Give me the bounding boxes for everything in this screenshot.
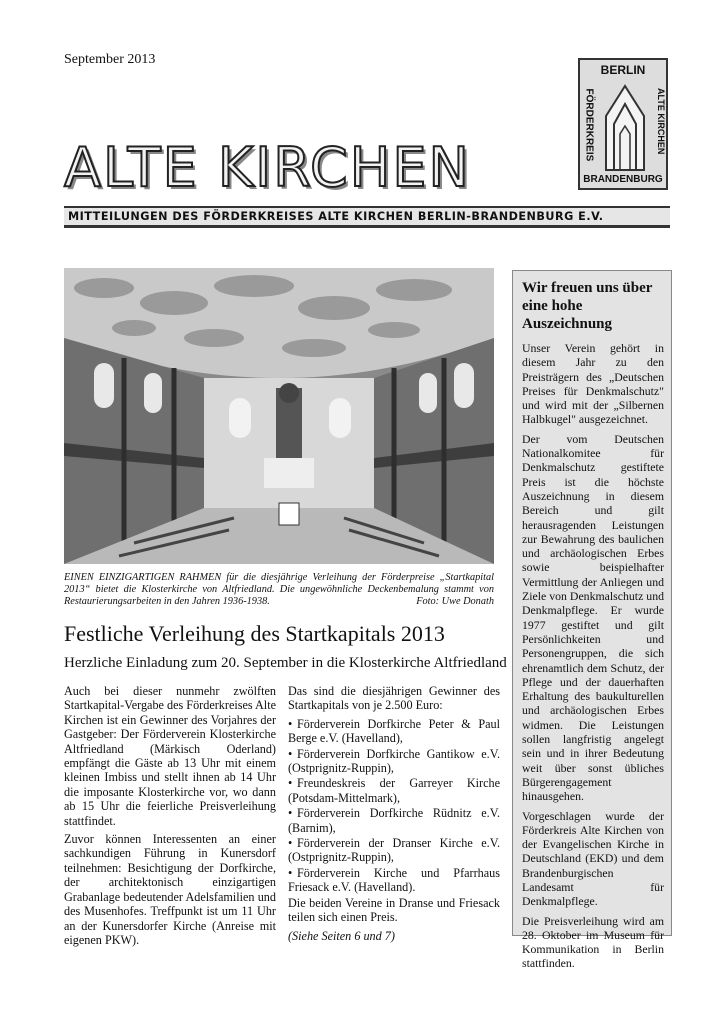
article-column-1 [64,684,276,951]
photo-caption [64,572,494,608]
masthead-title: ALTE KIRCHEN [64,136,471,199]
article-subheadline: Herzliche Einladung zum 20. September in die Klosterkirche Altfriedland [64,655,507,671]
article-headline: Festliche Verleihung des Startkapitals 2013 [64,621,445,646]
photo-credit: Foto: Uwe Donath [416,596,494,607]
bullet-icon: • [288,836,293,851]
bullet-icon: • [288,776,293,791]
church-icon [602,80,648,172]
winners-intro: Das sind die diesjährigen Gewinner des Startkapitals von je 2.500 Euro: [288,684,500,713]
logo-left-text: FÖRDERKREIS [583,88,595,162]
winners-outro: Die beiden Vereine in Dranse und Friesack teilen sich einen Preis. [288,895,500,925]
winners-list [288,717,500,895]
bullet-icon: • [288,806,293,821]
church-interior-photo [64,268,494,564]
award-sidebar [512,270,672,971]
sidebar-paragraph: Unser Verein gehört in diesem Jahr zu den Preisträgern des „Deutschen Preises für Denkmalschutz" und wird mit der „Silbernen Halbkugel" ausgezeichnet. [522,341,664,427]
sidebar-title: Wir freuen uns über eine hohe Auszeichnung [522,280,653,332]
article-column-2 [288,684,500,947]
list-item: • Förderverein Dorfkirche Gantikow e.V. (Ostprignitz-Ruppin), [288,746,500,776]
bullet-icon: • [288,716,293,731]
masthead-subtitle: MITTEILUNGEN DES FÖRDERKREISES ALTE KIRCHEN BERLIN-BRANDENBURG E.V. [64,206,670,228]
logo-right-text: ALTE KIRCHEN [656,88,666,155]
bullet-icon: • [288,746,293,761]
society-logo [578,58,668,190]
sidebar-paragraph: Die Preisverleihung wird am 28. Oktober im Museum für Kommunikation in Berlin stattfinden. [522,913,664,971]
sidebar-paragraph: Der vom Deutschen Nationalkomitee für Denkmalschutz gestiftete Preis ist die höchste Auszeichnung in diesem Bereich und gilt herausragenden Leistungen zur Bewahrung des baulichen und archäologischen Erbes sowie beispielhafter Vermittlung der Anliegen und Ziele von Denkmalschutz und Denkmalpflege. Er wurde 1977 gestiftet und gilt Persönlichkeiten und Personengruppen, die sich ehrenamtlich dem Schutz, der Pflege und der dauerhaften Erhaltung des baukulturellen und archäologischen Erbes widmen. Die Leistungen sollen langfristig angelegt sein und in ihrer Bedeutung weit über sonst übliches Bürgerengagement hinausgehen. [522,431,664,804]
list-item: • Förderverein der Dranser Kirche e.V. (Ostprignitz-Ruppin), [288,836,500,865]
page-reference: (Siehe Seiten 6 und 7) [288,928,395,943]
sidebar-paragraph: Vorgeschlagen wurde der Förderkreis Alte Kirchen von der Evangelischen Kirche in Deutschland (EKD) und dem Brandenburgischen Landesamt für Denkmalpflege. [522,808,664,909]
list-item: • Freundeskreis der Garreyer Kirche (Potsdam-Mittelmark), [288,776,500,805]
bullet-icon: • [288,865,293,880]
article-paragraph: Zuvor können Interessenten an einer sachkundigen Führung in Kunersdorf teilnehmen: Besichtigung der Dorfkirche, der architektonisch einzigartigen Grabanlage bedeutender Adelsfamilien und des Musenhofes. Treffpunkt ist um 11 Uhr an der Kunersdorfer Kirche (Anreise mit eigenen PKW). [64,832,276,947]
issue-date: September 2013 [64,52,156,67]
list-item: • Förderverein Dorfkirche Peter & Paul Berge e.V. (Havelland), [288,716,500,746]
logo-bottom-text: BRANDENBURG [583,174,663,185]
list-item: • Förderverein Kirche und Pfarrhaus Friesack e.V. (Havelland). [288,865,500,895]
list-item: • Förderverein Dorfkirche Rüdnitz e.V. (Barnim), [288,806,500,835]
logo-top-text: BERLIN [600,63,646,77]
article-paragraph: Auch bei dieser nunmehr zwölften Startkapital-Vergabe des Förderkreises Alte Kirchen ist ein Gewinner des Vorjahres der Gastgeber: Der Förderverein Klosterkirche Altfriedland (Märkisch Oderland) empfängt die Gäste ab 13 Uhr mit einem kleinen Imbiss und stellt ihnen ab 14 Uhr die imposante Klosterkirche vor, wo dann ab 15 Uhr die feierliche Preisverleihung stattfindet. [64,684,276,828]
caption-text: EINEN EINZIGARTIGEN RAHMEN für die diesjährige Verleihung der Förderpreise „Startkapital 2013“ bietet die Klosterkirche von Altfriedland. Die ungewöhnliche Deckenbemalung stammt von Restaurierungsarbeiten in den Jahren 1936-1938. [64,572,494,607]
